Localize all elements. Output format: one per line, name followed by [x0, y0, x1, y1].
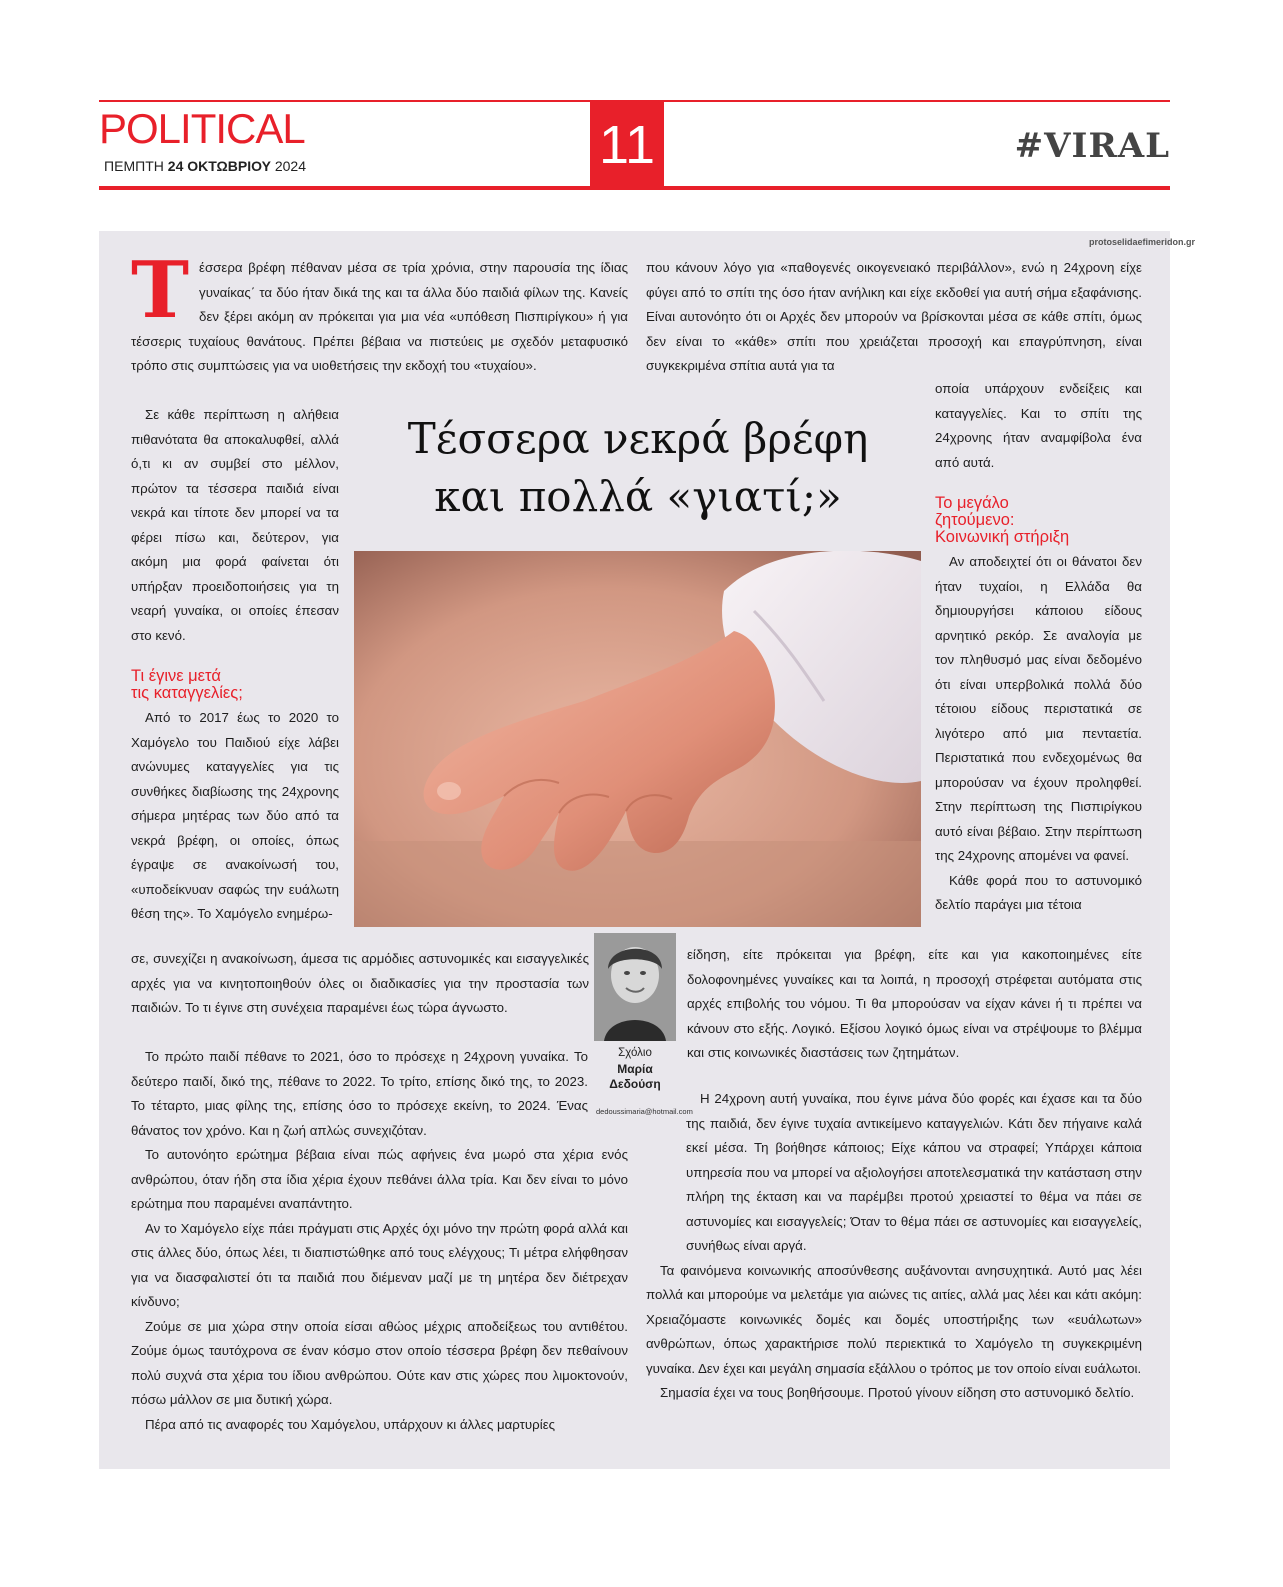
paragraph-8c: οποία υπάρχουν ενδείξεις και καταγγελίες. Και το σπίτι της 24χρονης ήταν αναμφίβολα ένα από αυτά. [935, 381, 1142, 470]
paragraph-11: Η 24χρονη αυτή γυναίκα, που έγινε μάνα δύο φορές και έχασε και τα δύο της παιδιά, δεν έγινε τυχαία αντικείμενο καταγγελιών. Κάτι δεν πήγαινε καλά εκεί μέσα. Τη βοήθησε κάποιος; Είχε κάπου να στραφεί; Υπάρχει κάποια υπηρεσία που να μπορεί να αξιολογήσει αποτελεσματικά την κατάσταση στην πλήρη της έκταση και να παρέμβει προτού χρειαστεί το θέμα να πάει σε αστυνομίες και εισαγγελείς; Όταν το θέμα πάει σε αστυνομίες και εισαγγελείς, συνήθως είναι αργά. [686, 1091, 1142, 1253]
byline-name [594, 1062, 676, 1092]
paragraph-6: Αν το Χαμόγελο είχε πάει πράγματι στις Αρχές όχι μόνο την πρώτη φορά αλλά και στις άλλες δύο, όπως λέει, τι διαπιστώθηκε από τους ελέγχους; Τι μέτρα ελήφθησαν για να διασφαλιστεί ότι τα παιδιά που διέμεναν μαζί με τη μητέρα δεν διέτρεχαν κίνδυνο; [131, 1220, 628, 1309]
byline-first-name: Μαρία [617, 1062, 653, 1076]
subhead-1-line1: Τι έγινε μετά [131, 667, 221, 685]
lead-paragraph [131, 245, 628, 379]
header-bottom-rule [99, 186, 1170, 190]
column-1-narrow [131, 403, 339, 927]
section-label: #VIRAL [1014, 126, 1170, 166]
baby-hand-photo [354, 551, 921, 927]
paragraph-12: Τα φαινόμενα κοινωνικής αποσύνθεσης αυξάνονται ανησυχητικά. Αυτό μας λέει πολλά και μπορούμε να μελετάμε για αιώνες τις αιτίες, αλλά μας λέει και κάτι ακόμη: Χρειαζόμαστε κοινωνικές δομές και δομές υποστήριξης των «ευάλωτων» ανθρώπων, όπως χαρακτήρισε πολύ περιεκτικά το Χαμόγελο τη συγκεκριμένη γυναίκα. Δεν έχει και μεγάλη σημασία εξάλλου ο τρόπος με τον οποίο είναι ευάλωτοι. [646, 1262, 1142, 1376]
paragraph-10b: είδηση, είτε πρόκειται για βρέφη, είτε και για κακοποιημένες είτε δολοφονημένες γυναίκες και τα λοιπά, η προσοχή στρέφεται αυτόματα στις αρχές επιβολής του νόμου. Τι θα μπορούσαν να είχαν κάνει ή τι πρέπει να κάνουν στο εξής. Λογικό. Εξίσου λογικό όμως είναι να στρέψουμε το βλέμμα και στις κοινωνικές διαστάσεις των ζητημάτων. [687, 947, 1142, 1060]
paragraph-8a: Πέρα από τις αναφορές του Χαμόγελου, υπάρχουν κι άλλες μαρτυρίες [145, 1416, 556, 1432]
byline-email[interactable]: dedoussimaria@hotmail.com [596, 1107, 693, 1116]
paragraph-3b: σε, συνεχίζει η ανακοίνωση, άμεσα τις αρμόδιες αστυνομικές και εισαγγελικές αρχές για να κινητοποιηθούν όλες οι διαδικασίες για την προστασία των παιδιών. Το τι έγινε στη συνέχεια παραμένει έως τώρα άγνωστο. [131, 951, 589, 1015]
headline-line-2: και πολλά «γιατί;» [434, 472, 842, 521]
column-2-top [646, 256, 1142, 379]
page-number: 11 [590, 100, 664, 190]
column-1-bottom [131, 1045, 628, 1437]
byline-last-name: Δεδούση [609, 1077, 661, 1091]
column-2-bottom [646, 1087, 1142, 1406]
date-bold: 24 ΟΚΤΩΒΡΙΟΥ [167, 158, 271, 174]
paragraph-5: Το αυτονόητο ερώτημα βέβαια είναι πώς αφήνεις ένα μωρό στα χέρια ενός ανθρώπου, όταν ήδη στα ίδια χέρια έχουν πεθάνει άλλα τρία. Και δεν είναι το μόνο ερώτημα που παραμένει αναπάντητο. [131, 1147, 628, 1211]
subhead-2 [935, 495, 1142, 546]
article-lead-block [131, 245, 628, 379]
subhead-1 [131, 668, 339, 702]
paragraph-3a: Από το 2017 έως το 2020 το Χαμόγελο του Παιδιού είχε λάβει ανώνυμες καταγγελίες για τις συνθήκες διαβίωσης της 24χρονης σήμερα μητέρας των δύο από τα νεκρά βρέφη, οι οποίες, όπως έγραψε σε ανακοίνωσή του, «υποδείκνυαν σαφώς την ευάλωτη θέση της». Το Χαμόγελο ενημέρω- [131, 710, 339, 921]
paragraph-10a: Κάθε φορά που το αστυνομικό δελτίο παράγει μια τέτοια [935, 872, 1142, 912]
column-3-narrow [935, 377, 1142, 918]
paragraph-4: Το πρώτο παιδί πέθανε το 2021, όσο το πρόσεχε η 24χρονη γυναίκα. Το δεύτερο παιδί, δικό της, πέθανε το 2022. Το τρίτο, επίσης δικό της, το 2023. Το τέταρτο, μιας φίλης της, επίσης όσο το πρόσεχε εκείνη, το 2024. Ένας θάνατος τον χρόνο. Και η ζωή απλώς συνεχιζόταν. [131, 1049, 588, 1138]
date-year: 2024 [274, 158, 306, 174]
subhead-2-line3: Κοινωνική στήριξη [935, 528, 1070, 546]
paragraph-2: Σε κάθε περίπτωση η αλήθεια πιθανότατα θα αποκαλυφθεί, αλλά ό,τι κι αν συμβεί στο μέλλον, πρώτον τα τέσσερα παιδιά είναι νεκρά και τίποτε δεν μπορεί να τα φέρει πίσω και, δεύτερον, για ακόμη μια φορά φαίνεται ότι υπήρξαν προειδοποιήσεις για τη νεαρή γυναίκα, οι οποίες έπεσαν στο κενό. [131, 407, 339, 643]
column-2-mid [687, 943, 1142, 1066]
paragraph-13: Σημασία έχει να τους βοηθήσουμε. Προτού γίνουν είδηση στο αστυνομικό δελτίο. [660, 1385, 1135, 1400]
article-headline [358, 410, 918, 526]
author-portrait [594, 933, 676, 1041]
lead-text: έσσερα βρέφη πέθαναν μέσα σε τρία χρόνια, στην παρουσία της ίδιας γυναίκας΄ τα δύο ήταν δικά της και τα άλλα δύο παιδιά φίλων της. Κανείς δεν ξέρει ακόμη αν πρόκειται για μια νέα «υπόθεση Πισπιρίγκου» ή για τέσσερις τυχαίους θανάτους. Πρέπει βέβαια να πιστεύεις με σχεδόν μεταφυσικό τρόπο στις συμπτώσεις για να υιοθετήσεις την εκδοχή του «τυχαίου». [131, 260, 628, 373]
source-watermark: protoselidaefimeridon.gr [1089, 237, 1196, 247]
paragraph-7: Ζούμε σε μια χώρα στην οποία είσαι αθώος μέχρις αποδείξεως του αντιθέτου. Ζούμε όμως ταυτόχρονα σε έναν κόσμο στον οποίο τέσσερα βρέφη δεν πεθαίνουν πολύ συχνά στα χέρια του ίδιου ανθρώπου. Ούτε καν στις χώρες που λιμοκτονούν, πόσω μάλλον σε μια δυτική χώρα. [131, 1318, 628, 1407]
issue-date [104, 158, 306, 174]
paragraph-8b: που κάνουν λόγο για «παθογενές οικογενειακό περιβάλλον», ενώ η 24χρονη είχε φύγει από το σπίτι της όσο ήταν ανήλικη και είχε εκδοθεί για αυτή σήμα εξαφάνισης. Είναι αυτονόητο ότι οι Αρχές δεν μπορούν να βρίσκονται μέσα σε κάθε σπίτι, όμως δεν είναι το «κάθε» σπίτι που χρειάζεται προσοχή και επαγρύπνηση, είναι συγκεκριμένα σπίτια αυτά για τα [646, 260, 1142, 373]
subhead-2-line2: ζητούμενο: [935, 511, 1015, 529]
byline-role: Σχόλιο [618, 1047, 652, 1059]
dropcap-letter: Τ [131, 245, 190, 336]
paragraph-9: Αν αποδειχτεί ότι οι θάνατοι δεν ήταν τυχαίοι, η Ελλάδα θα δημιουργήσει κάποιου είδους αρνητικό ρεκόρ. Σε αναλογία με τον πληθυσμό μας είναι δεδομένο ότι είναι υπερβολικά πολλά δύο τέτοιου είδους περιστατικά σε λιγότερο από μια πενταετία. Περιστατικά που ενδεχομένως θα μπορούσαν να έχουν προληφθεί. Στην περίπτωση της Πισπιρίγκου αυτό είναι βέβαιο. Στην περίπτωση της 24χρονης απομένει να φανεί. [935, 554, 1142, 863]
publication-masthead: POLITICAL [99, 105, 305, 152]
column-1-mid [131, 947, 589, 1021]
subhead-2-line1: Το μεγάλο [935, 494, 1009, 512]
subhead-1-line2: τις καταγγελίες; [131, 684, 243, 702]
date-day: ΠΕΜΠΤΗ [104, 158, 164, 174]
headline-line-1: Τέσσερα νεκρά βρέφη [407, 414, 869, 463]
